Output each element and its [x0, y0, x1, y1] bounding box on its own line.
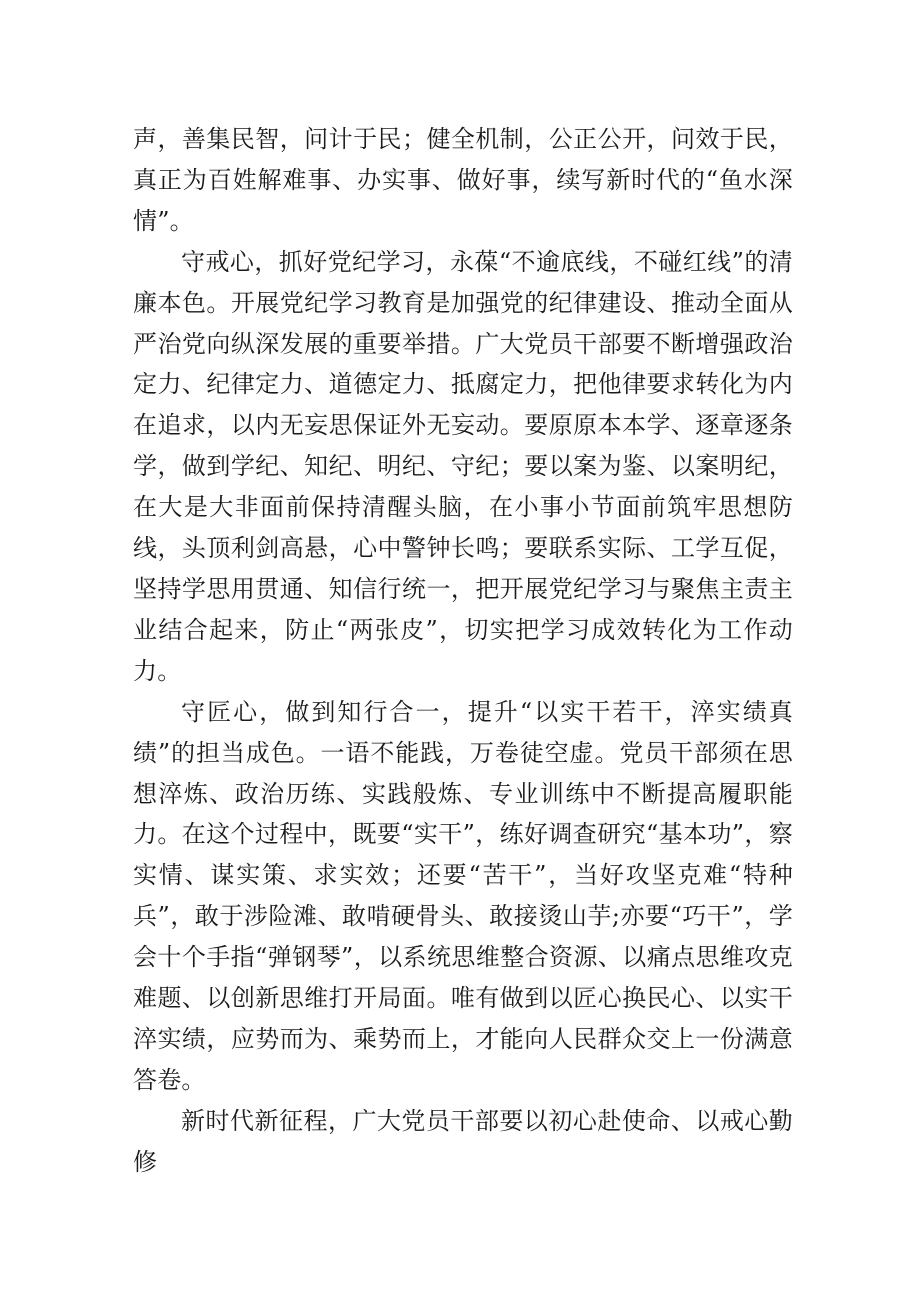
paragraph-craftsmanship: 守匠心，做到知行合一，提升“以实干若干，淬实绩真绩”的担当成色。一语不能践，万卷徒空虚。党员干部须在思想淬炼、政治历练、实践般炼、专业训练中不断提高履职能力。在这个过程中，既要“实干”，练好调查研究“基本功”，察实情、谋实策、求实效；还要“苦干”，当好攻坚克难“特种兵”，敢于涉险滩、敢啃硬骨头、敢接烫山芋;亦要“巧干”，学会十个手指“弹钢琴”，以系统思维整合资源、以痛点思维攻克难题、以创新思维打开局面。唯有做到以匠心换民心、以实干淬实绩，应势而为、乘势而上，才能向人民群众交上一份满意答卷。 [133, 697, 793, 1094]
paragraph-conclusion: 新时代新征程，广大党员干部要以初心赴使命、以戒心勤修 [133, 1106, 793, 1176]
paragraph-continuation: 声，善集民智，问计于民；健全机制，公正公开，问效于民，真正为百姓解难事、办实事、做好事，续写新时代的“鱼水深情”。 [133, 125, 793, 235]
paragraph-discipline: 守戒心，抓好党纪学习，永葆“不逾底线，不碰红线”的清廉本色。开展党纪学习教育是加强党的纪律建设、推动全面从严治党向纵深发展的重要举措。广大党员干部要不断增强政治定力、纪律定力、道德定力、抵腐定力，把他律要求转化为内在追求，以内无妄思保证外无妄动。要原原本本学、逐章逐条学，做到学纪、知纪、明纪、守纪；要以案为鉴、以案明纪，在大是大非面前保持清醒头脑，在小事小节面前筑牢思想防线，头顶利剑高悬，心中警钟长鸣；要联系实际、工学互促，坚持学思用贯通、知信行统一，把开展党纪学习与聚焦主责主业结合起来，防止“两张皮”，切实把学习成效转化为工作动力。 [133, 247, 793, 685]
body-text [133, 119, 793, 1183]
